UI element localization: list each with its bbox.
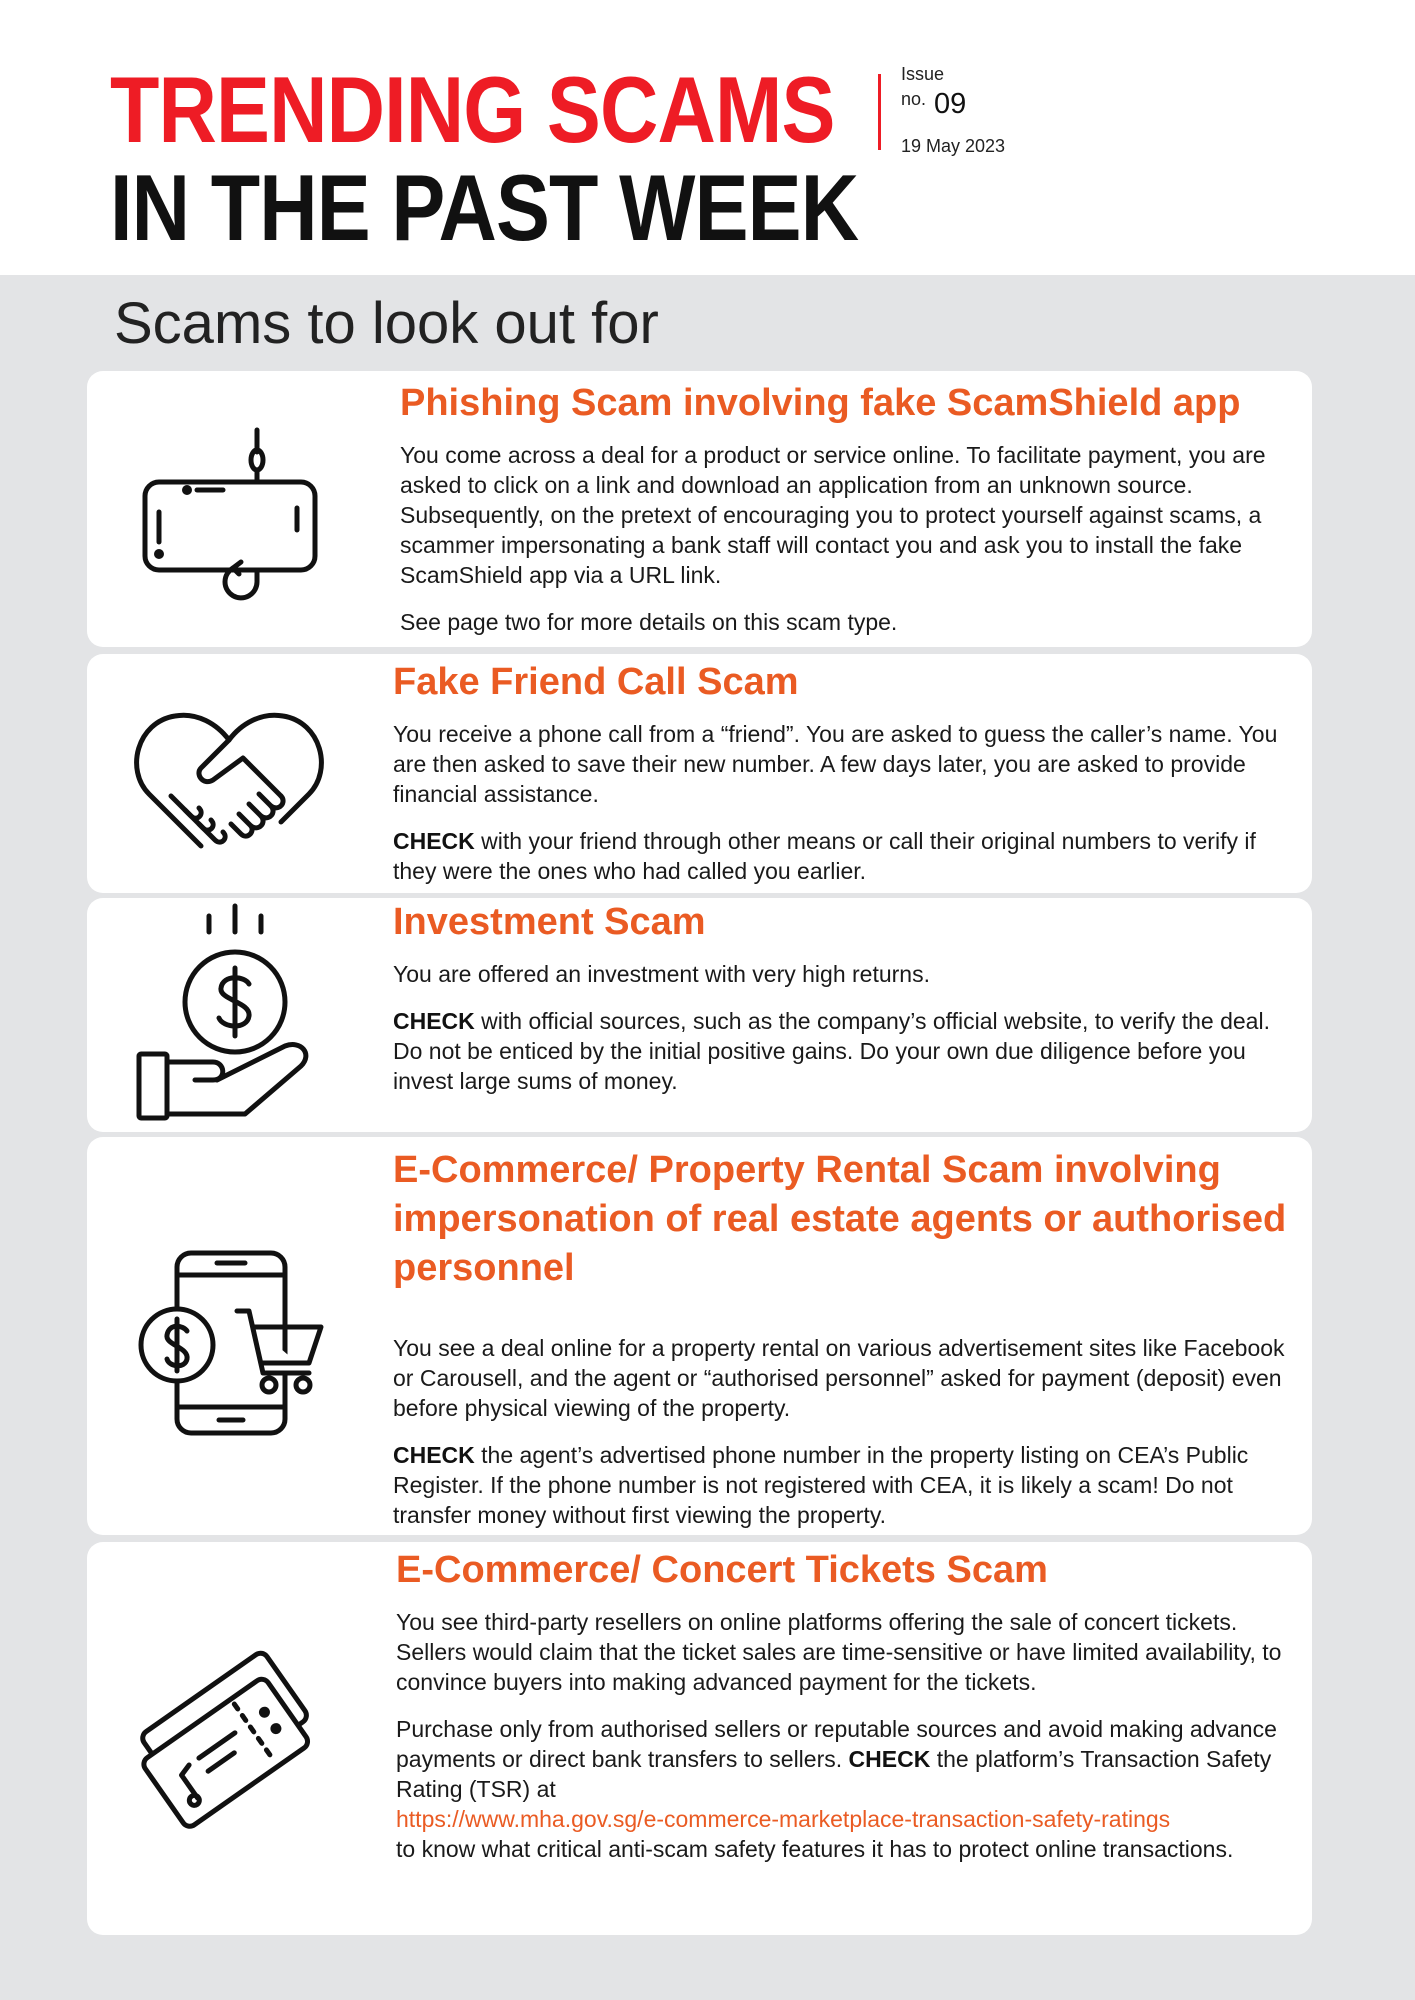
check-word: CHECK bbox=[393, 828, 475, 854]
card-note: See page two for more details on this scam type. bbox=[400, 609, 898, 635]
tsr-text: the platform’s Transaction Safety Rating (TSR) at bbox=[396, 1746, 1272, 1802]
issue-divider bbox=[878, 74, 881, 150]
card-body bbox=[396, 1546, 1306, 1881]
card-check-note bbox=[393, 1440, 1298, 1530]
card-title: Investment Scam bbox=[393, 901, 706, 943]
card-body bbox=[393, 898, 1298, 1113]
card-body bbox=[393, 658, 1298, 903]
scam-card-concert-tickets bbox=[87, 1542, 1312, 1935]
card-body bbox=[393, 1146, 1298, 1547]
card-title: Fake Friend Call Scam bbox=[393, 661, 799, 703]
card-check-note bbox=[393, 826, 1298, 886]
phone-dollar-cart-icon bbox=[137, 1249, 327, 1444]
section-heading: Scams to look out for bbox=[114, 291, 659, 356]
title-line-2: IN THE PAST WEEK bbox=[110, 155, 859, 260]
card-title: Phishing Scam involving fake ScamShield app bbox=[400, 382, 1241, 424]
check-text: with your friend through other means or call their original numbers to verify if they were the ones who had called you earlier. bbox=[393, 828, 1256, 884]
card-check-note bbox=[393, 1006, 1298, 1096]
advice-end-text: to know what critical anti-scam safety features it has to protect online transactions. bbox=[396, 1836, 1234, 1862]
check-word: CHECK bbox=[393, 1008, 475, 1034]
card-title: E-Commerce/ Concert Tickets Scam bbox=[396, 1549, 1048, 1591]
page-header bbox=[0, 0, 1415, 275]
card-description: You see a deal online for a property rental on various advertisement sites like Facebook or Carousell, and the agent or “authorised personnel” asked for payment (deposit) even before physical viewing of the property. bbox=[393, 1335, 1285, 1421]
card-description: You are offered an investment with very high returns. bbox=[393, 961, 930, 987]
scam-card-investment bbox=[87, 898, 1312, 1132]
tsr-link[interactable]: https://www.mha.gov.sg/e-commerce-marketplace-transaction-safety-ratings bbox=[396, 1806, 1171, 1832]
scam-card-phishing bbox=[87, 371, 1312, 647]
check-text: the agent’s advertised phone number in the property listing on CEA’s Public Register. If the phone number is not registered with CEA, it is likely a scam! Do not transfer money without first viewing the property. bbox=[393, 1442, 1249, 1528]
card-title: E-Commerce/ Property Rental Scam involving impersonation of real estate agents or authorised personnel bbox=[393, 1149, 1287, 1289]
heart-handshake-icon bbox=[131, 696, 331, 873]
card-body bbox=[400, 379, 1295, 654]
card-purchase-advice bbox=[396, 1714, 1306, 1864]
card-description: You receive a phone call from a “friend”. You are asked to guess the caller’s name. You are then asked to save their new number. A few days later, you are asked to provide financial assistance. bbox=[393, 721, 1278, 807]
issue-number: 09 bbox=[934, 88, 967, 120]
check-word: CHECK bbox=[848, 1746, 931, 1772]
phone-fishing-hook-icon bbox=[137, 426, 327, 611]
concert-ticket-icon bbox=[133, 1644, 333, 1849]
check-word: CHECK bbox=[393, 1442, 475, 1468]
card-description: You see third-party resellers on online platforms offering the sale of concert tickets. Sellers would claim that the ticket sales are time-sensitive or have limited availability, to convince buyers into making advanced payment for the tickets. bbox=[396, 1609, 1282, 1695]
advice-text: Purchase only from authorised sellers or reputable sources and avoid making advance payments or direct bank transfers to sellers. bbox=[396, 1716, 1277, 1772]
title-line-1: TRENDING SCAMS bbox=[110, 57, 835, 162]
issue-label: Issue bbox=[901, 64, 945, 84]
issue-date: 19 May 2023 bbox=[901, 136, 1006, 156]
card-description: You come across a deal for a product or service online. To facilitate payment, you are asked to click on a link and download an application from an unknown source. Subsequently, on the pretext of encouraging you to protect yourself against scams, a scammer impersonating a bank staff will contact you and ask you to install the fake ScamShield app via a URL link. bbox=[400, 442, 1266, 588]
check-text: with official sources, such as the company’s official website, to verify the deal. Do not be enticed by the initial positive gains. Do your own due diligence before you invest large sums of money. bbox=[393, 1008, 1270, 1094]
hand-dollar-coin-icon bbox=[135, 902, 335, 1133]
scam-card-fake-friend bbox=[87, 654, 1312, 893]
issue-no-label: no. bbox=[901, 89, 927, 109]
scam-card-property-rental bbox=[87, 1137, 1312, 1535]
